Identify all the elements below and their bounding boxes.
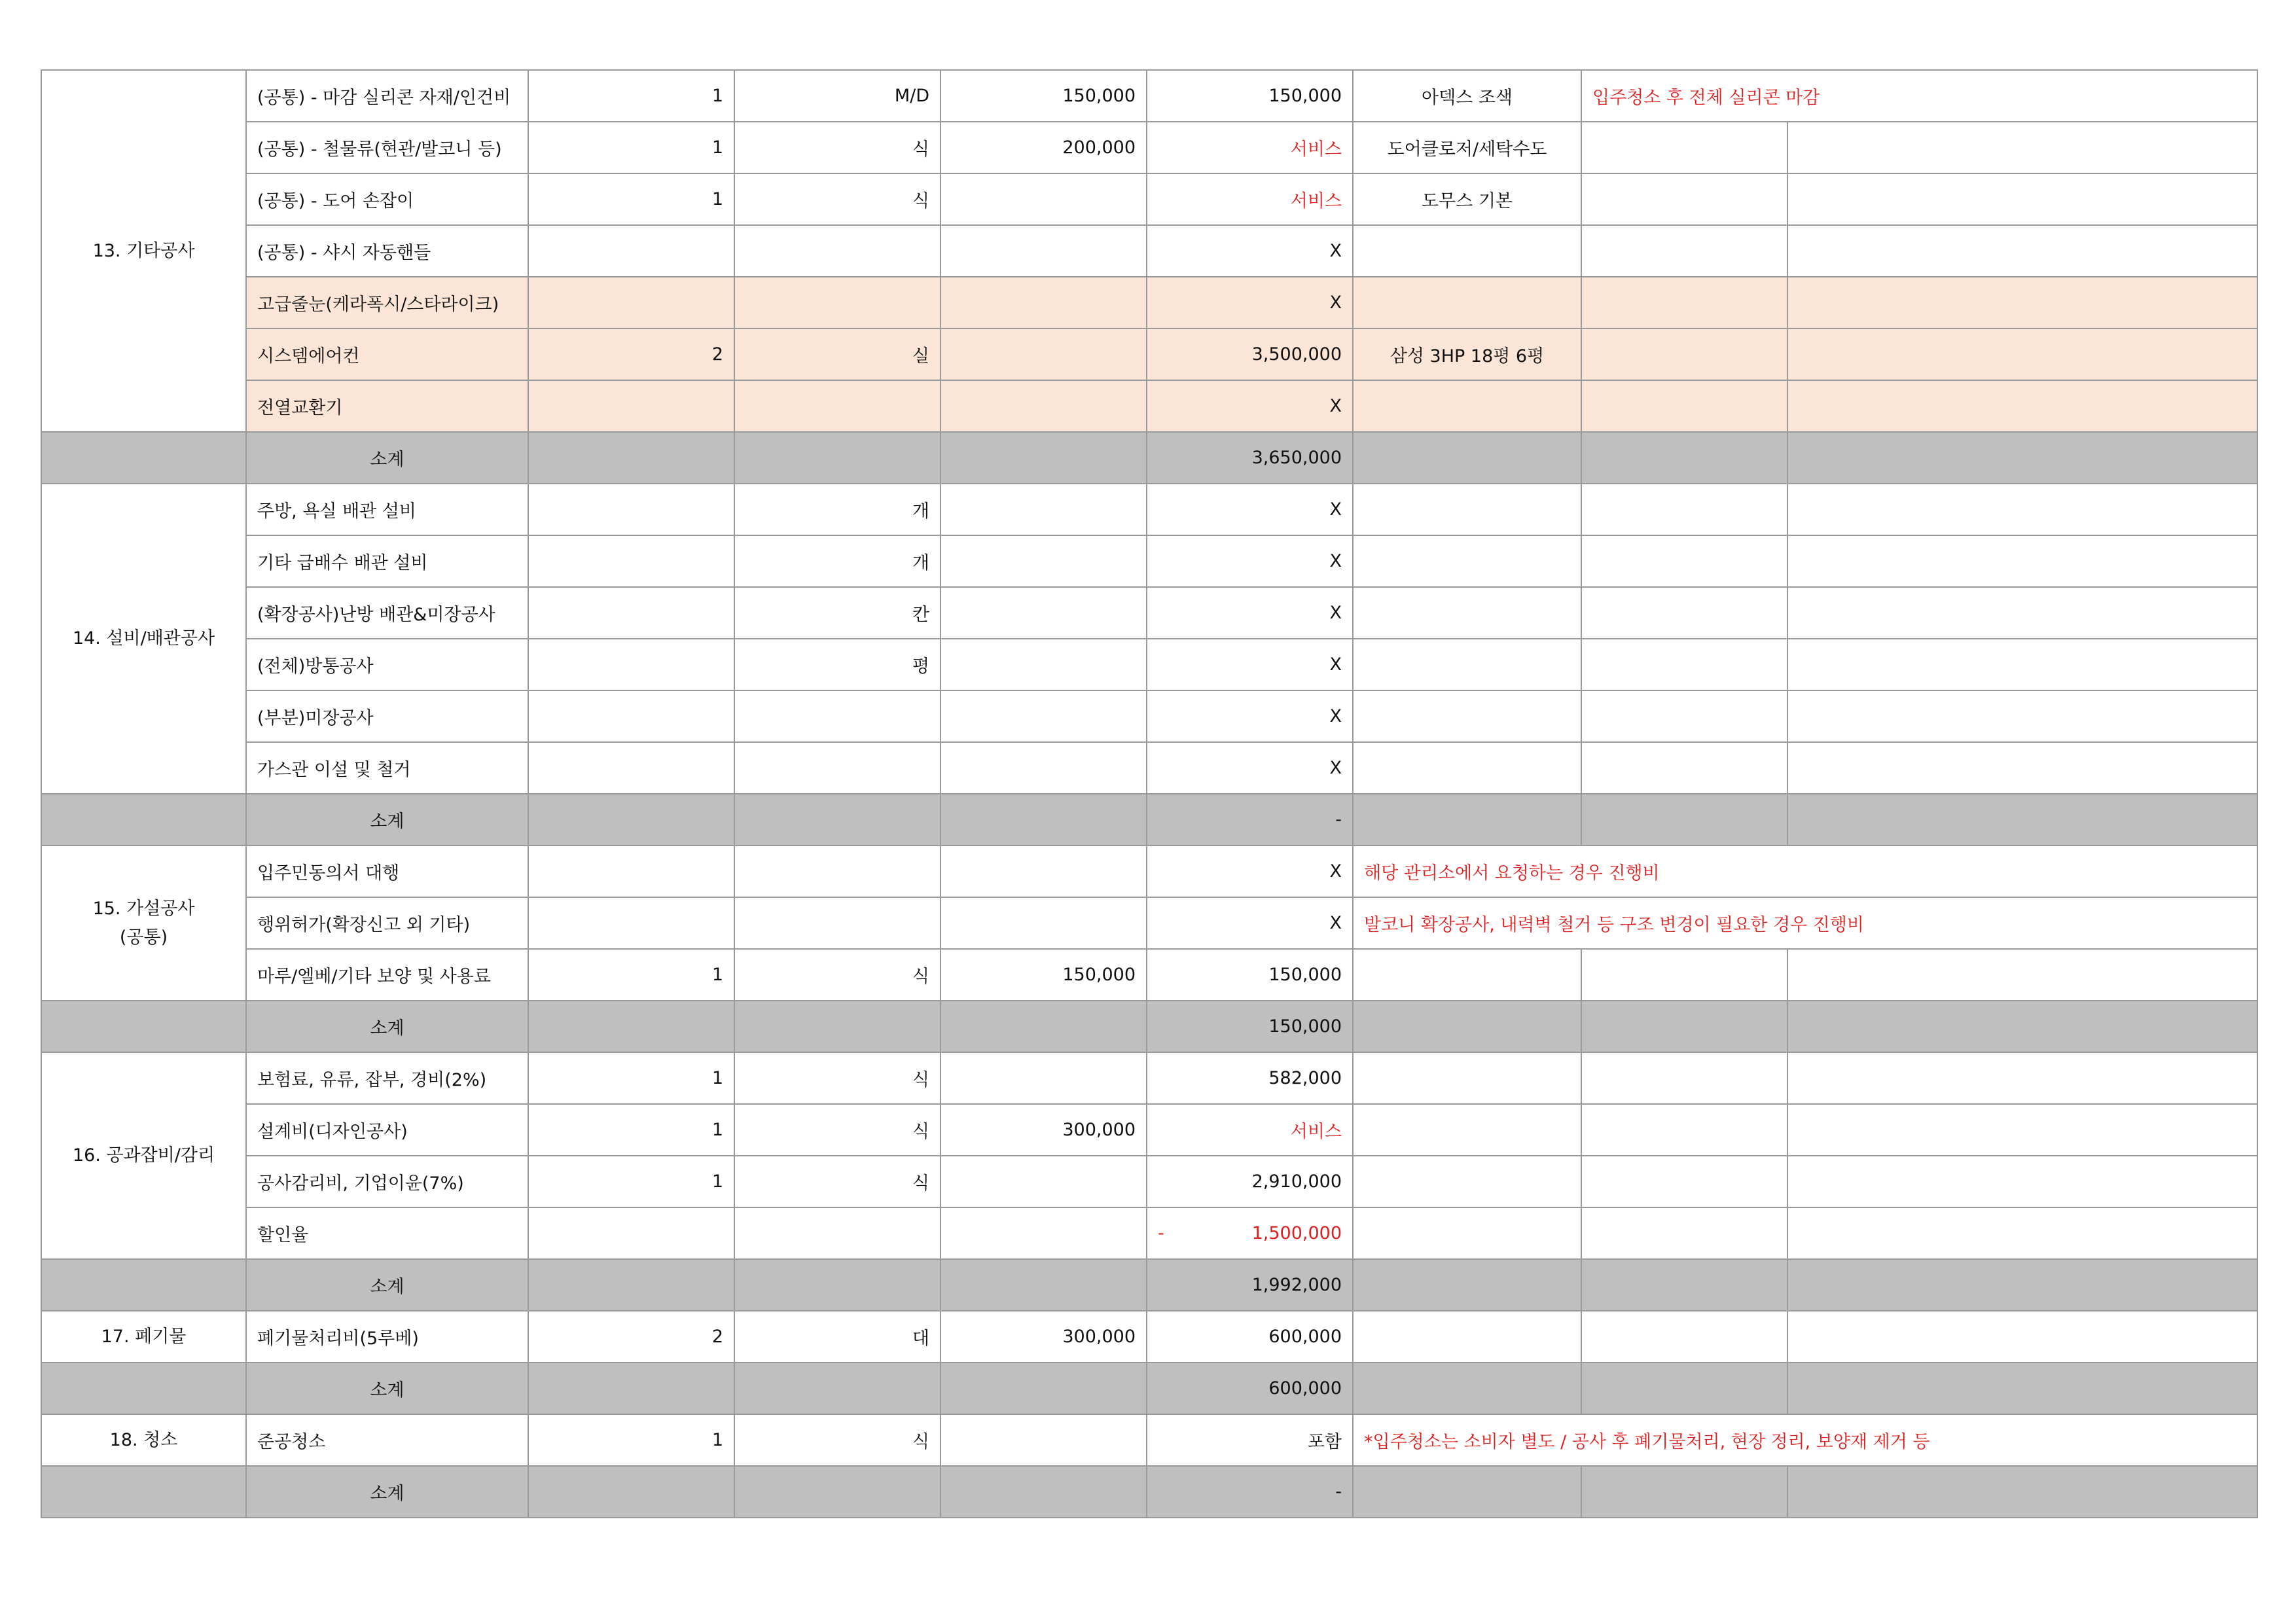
empty-cell xyxy=(41,1001,246,1052)
qty-cell xyxy=(528,277,734,329)
amount-cell: X xyxy=(1147,535,1353,587)
price-cell: 300,000 xyxy=(941,1104,1147,1156)
qty-cell xyxy=(528,484,734,535)
subtotal-amount: 600,000 xyxy=(1147,1363,1353,1414)
amount-cell: 600,000 xyxy=(1147,1311,1353,1363)
table-row xyxy=(41,1104,2257,1156)
qty-cell xyxy=(528,639,734,690)
unit-cell: 식 xyxy=(734,173,941,225)
empty-cell xyxy=(1787,380,2257,432)
subtotal-label: 소계 xyxy=(246,1259,528,1311)
subtotal-row xyxy=(41,1363,2257,1414)
subtotal-amount: 3,650,000 xyxy=(1147,432,1353,484)
table-row xyxy=(41,70,2257,122)
empty-cell xyxy=(1581,329,1787,380)
unit-cell: 식 xyxy=(734,949,941,1001)
subtotal-row xyxy=(41,794,2257,846)
amount-cell: X xyxy=(1147,225,1353,277)
unit-cell: 식 xyxy=(734,1414,941,1466)
note-cell: 도어클로저/세탁수도 xyxy=(1353,122,1581,173)
item-cell: 기타 급배수 배관 설비 xyxy=(246,535,528,587)
item-cell: 공사감리비, 기업이윤(7%) xyxy=(246,1156,528,1207)
table-row xyxy=(41,225,2257,277)
qty-cell: 1 xyxy=(528,1156,734,1207)
note-cell: 아덱스 조색 xyxy=(1353,70,1581,122)
table-row xyxy=(41,846,2257,897)
table-row xyxy=(41,742,2257,794)
note-cell: 도무스 기본 xyxy=(1353,173,1581,225)
section-label-line2: (공통) xyxy=(119,927,168,948)
empty-cell xyxy=(1581,277,1787,329)
price-cell: 150,000 xyxy=(941,70,1147,122)
subtotal-amount: 150,000 xyxy=(1147,1001,1353,1052)
subtotal-amount: - xyxy=(1147,1466,1353,1518)
subtotal-row xyxy=(41,1259,2257,1311)
empty-cell xyxy=(1787,277,2257,329)
section-label-line1: 15. 가설공사 xyxy=(92,898,195,919)
item-cell: 행위허가(확장신고 외 기타) xyxy=(246,897,528,949)
item-cell: 보험료, 유류, 잡부, 경비(2%) xyxy=(246,1052,528,1104)
unit-cell xyxy=(734,225,941,277)
table-row xyxy=(41,1156,2257,1207)
price-cell: 200,000 xyxy=(941,122,1147,173)
amount-cell: X xyxy=(1147,742,1353,794)
item-cell: 전열교환기 xyxy=(246,380,528,432)
note-cell xyxy=(1353,380,1581,432)
price-cell xyxy=(941,380,1147,432)
remark-cell: *입주청소는 소비자 별도 / 공사 후 폐기물처리, 현장 정리, 보양재 제거 등 xyxy=(1353,1414,2257,1466)
qty-cell: 2 xyxy=(528,1311,734,1363)
item-cell: 설계비(디자인공사) xyxy=(246,1104,528,1156)
qty-cell: 1 xyxy=(528,1052,734,1104)
qty-cell: 1 xyxy=(528,122,734,173)
unit-cell: 개 xyxy=(734,535,941,587)
table-row xyxy=(41,122,2257,173)
table-row xyxy=(41,949,2257,1001)
amount-cell: X xyxy=(1147,639,1353,690)
note-cell: 삼성 3HP 18평 6평 xyxy=(1353,329,1581,380)
section-label: 16. 공과잡비/감리 xyxy=(41,1052,246,1259)
note-cell xyxy=(1353,225,1581,277)
table-row xyxy=(41,639,2257,690)
empty-cell xyxy=(1581,173,1787,225)
unit-cell xyxy=(734,277,941,329)
unit-cell: 평 xyxy=(734,639,941,690)
section-label: 18. 청소 xyxy=(41,1414,246,1466)
table-row xyxy=(41,1207,2257,1259)
amount-cell: X xyxy=(1147,690,1353,742)
section-label: 14. 설비/배관공사 xyxy=(41,484,246,794)
unit-cell: 식 xyxy=(734,1104,941,1156)
qty-cell xyxy=(528,535,734,587)
estimate-sheet xyxy=(41,69,2257,1554)
item-cell: 준공청소 xyxy=(246,1414,528,1466)
item-cell: 마루/엘베/기타 보양 및 사용료 xyxy=(246,949,528,1001)
price-cell: 150,000 xyxy=(941,949,1147,1001)
item-cell: 입주민동의서 대행 xyxy=(246,846,528,897)
section-label xyxy=(41,846,246,1001)
qty-cell: 1 xyxy=(528,949,734,1001)
empty-cell xyxy=(1581,122,1787,173)
amount-cell: 포함 xyxy=(1147,1414,1353,1466)
price-cell xyxy=(941,173,1147,225)
remark-cell: 발코니 확장공사, 내력벽 철거 등 구조 변경이 필요한 경우 진행비 xyxy=(1353,897,2257,949)
empty-cell xyxy=(41,794,246,846)
amount-cell: 서비스 xyxy=(1147,1104,1353,1156)
item-cell: 시스템에어컨 xyxy=(246,329,528,380)
unit-cell: 식 xyxy=(734,1156,941,1207)
unit-cell: M/D xyxy=(734,70,941,122)
table-row xyxy=(41,484,2257,535)
empty-cell xyxy=(41,1259,246,1311)
qty-cell: 2 xyxy=(528,329,734,380)
empty-cell xyxy=(1787,173,2257,225)
subtotal-row xyxy=(41,1001,2257,1052)
price-cell xyxy=(941,484,1147,535)
price-cell xyxy=(941,587,1147,639)
subtotal-label: 소계 xyxy=(246,1001,528,1052)
table-row xyxy=(41,173,2257,225)
empty-cell xyxy=(1581,225,1787,277)
discount-amount: 1,500,000 xyxy=(1251,1223,1342,1243)
unit-cell: 대 xyxy=(734,1311,941,1363)
item-cell: (공통) - 샤시 자동핸들 xyxy=(246,225,528,277)
unit-cell: 식 xyxy=(734,1052,941,1104)
empty-cell xyxy=(1787,122,2257,173)
empty-cell xyxy=(41,432,246,484)
item-cell: 폐기물처리비(5루베) xyxy=(246,1311,528,1363)
subtotal-amount: 1,992,000 xyxy=(1147,1259,1353,1311)
table-row xyxy=(41,690,2257,742)
item-cell: (부분)미장공사 xyxy=(246,690,528,742)
amount-cell xyxy=(1147,1207,1353,1259)
table-row xyxy=(41,1311,2257,1363)
amount-cell: X xyxy=(1147,380,1353,432)
amount-cell: X xyxy=(1147,897,1353,949)
estimate-table xyxy=(41,69,2258,1518)
amount-cell: 2,910,000 xyxy=(1147,1156,1353,1207)
table-row xyxy=(41,380,2257,432)
remark-cell: 입주청소 후 전체 실리콘 마감 xyxy=(1581,70,2257,122)
item-cell: (공통) - 도어 손잡이 xyxy=(246,173,528,225)
item-cell: 고급줄눈(케라폭시/스타라이크) xyxy=(246,277,528,329)
item-cell: (공통) - 철물류(현관/발코니 등) xyxy=(246,122,528,173)
price-cell xyxy=(941,277,1147,329)
table-row xyxy=(41,535,2257,587)
price-cell xyxy=(941,535,1147,587)
subtotal-label: 소계 xyxy=(246,432,528,484)
item-cell: (확장공사)난방 배관&미장공사 xyxy=(246,587,528,639)
amount-cell: X xyxy=(1147,277,1353,329)
item-cell: 할인율 xyxy=(246,1207,528,1259)
qty-cell: 1 xyxy=(528,173,734,225)
table-row xyxy=(41,329,2257,380)
amount-cell: 서비스 xyxy=(1147,173,1353,225)
unit-cell: 실 xyxy=(734,329,941,380)
amount-cell: 3,500,000 xyxy=(1147,329,1353,380)
unit-cell: 식 xyxy=(734,122,941,173)
subtotal-amount: - xyxy=(1147,794,1353,846)
table-row xyxy=(41,277,2257,329)
subtotal-row xyxy=(41,432,2257,484)
unit-cell xyxy=(734,380,941,432)
amount-cell: X xyxy=(1147,484,1353,535)
item-cell: (공통) - 마감 실리콘 자재/인건비 xyxy=(246,70,528,122)
empty-cell xyxy=(41,1466,246,1518)
note-cell xyxy=(1353,277,1581,329)
empty-cell xyxy=(1581,380,1787,432)
table-row xyxy=(41,1414,2257,1466)
qty-cell xyxy=(528,587,734,639)
remark-cell: 해당 관리소에서 요청하는 경우 진행비 xyxy=(1353,846,2257,897)
qty-cell: 1 xyxy=(528,1104,734,1156)
amount-cell: 150,000 xyxy=(1147,70,1353,122)
empty-cell xyxy=(1787,329,2257,380)
subtotal-label: 소계 xyxy=(246,1363,528,1414)
table-row xyxy=(41,587,2257,639)
empty-cell xyxy=(1787,225,2257,277)
subtotal-row xyxy=(41,1466,2257,1518)
amount-cell: X xyxy=(1147,846,1353,897)
unit-cell: 칸 xyxy=(734,587,941,639)
qty-cell xyxy=(528,380,734,432)
empty-cell xyxy=(41,1363,246,1414)
unit-cell: 개 xyxy=(734,484,941,535)
price-cell xyxy=(941,329,1147,380)
amount-cell: 150,000 xyxy=(1147,949,1353,1001)
table-row xyxy=(41,1052,2257,1104)
item-cell: (전체)방통공사 xyxy=(246,639,528,690)
qty-cell: 1 xyxy=(528,1414,734,1466)
subtotal-label: 소계 xyxy=(246,1466,528,1518)
section-label: 13. 기타공사 xyxy=(41,70,246,432)
price-cell xyxy=(941,225,1147,277)
table-row xyxy=(41,897,2257,949)
subtotal-label: 소계 xyxy=(246,794,528,846)
amount-cell: 582,000 xyxy=(1147,1052,1353,1104)
amount-cell: 서비스 xyxy=(1147,122,1353,173)
price-cell: 300,000 xyxy=(941,1311,1147,1363)
amount-cell: X xyxy=(1147,587,1353,639)
price-cell xyxy=(941,639,1147,690)
minus-sign: - xyxy=(1158,1223,1164,1243)
qty-cell xyxy=(528,225,734,277)
qty-cell: 1 xyxy=(528,70,734,122)
section-label: 17. 폐기물 xyxy=(41,1311,246,1363)
item-cell: 가스관 이설 및 철거 xyxy=(246,742,528,794)
item-cell: 주방, 욕실 배관 설비 xyxy=(246,484,528,535)
